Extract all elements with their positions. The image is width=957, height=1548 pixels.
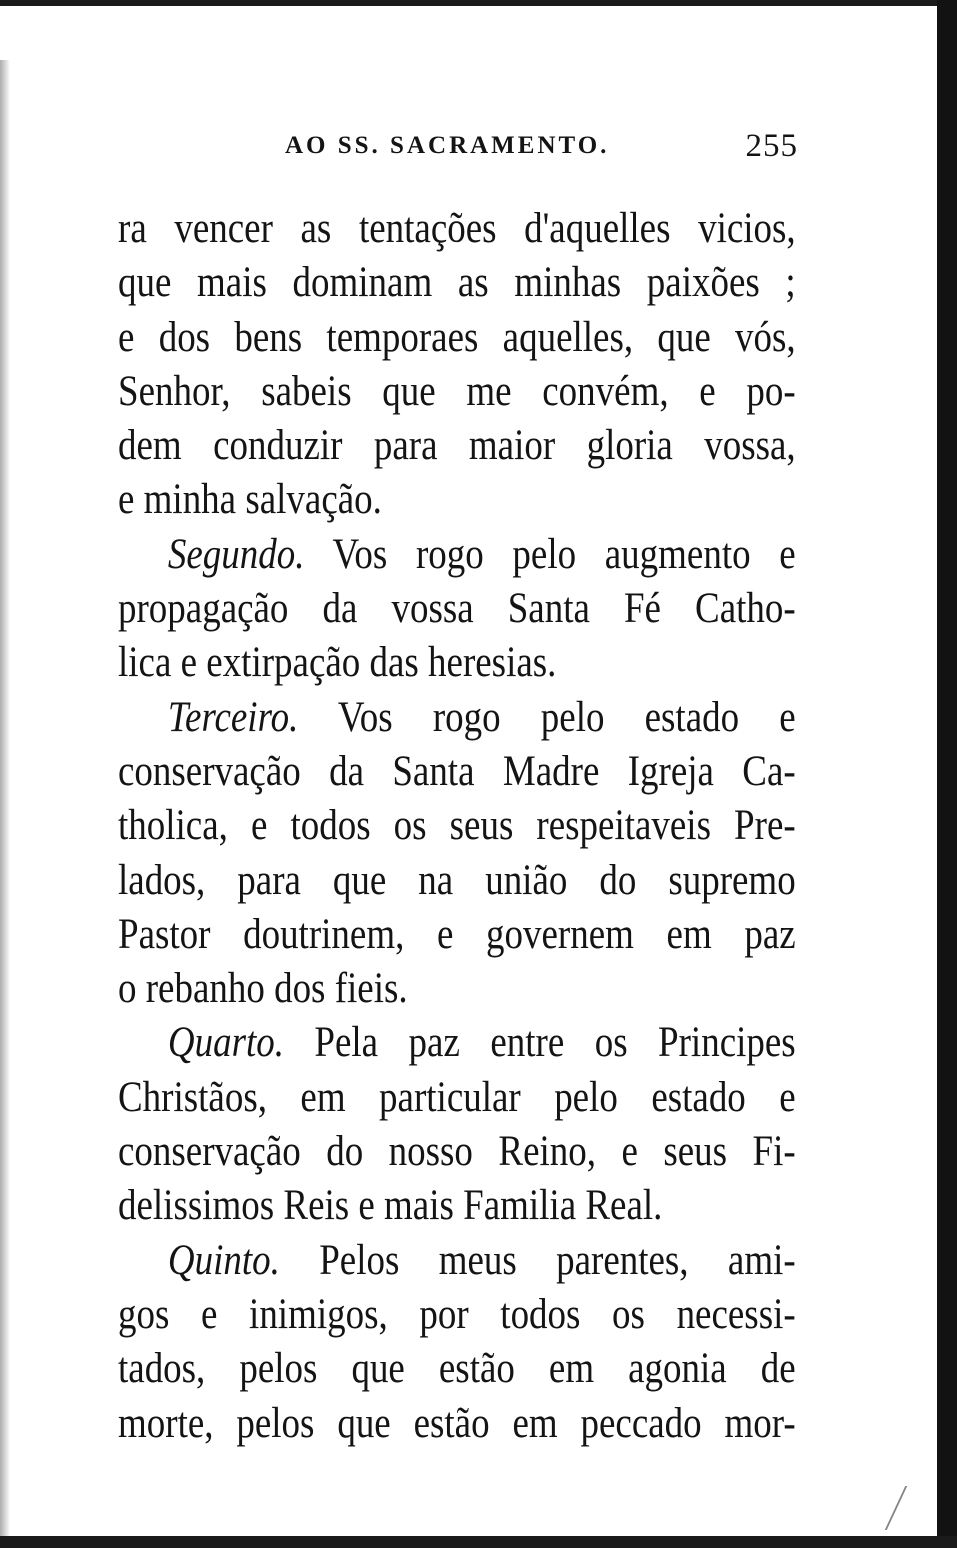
text-line: e dos bens temporaes aquelles, que vós, <box>118 313 796 361</box>
text-line: conservação do nosso Reino, e seus Fi- <box>118 1128 796 1176</box>
page-header <box>120 128 798 168</box>
page-edge-bottom <box>0 1536 957 1548</box>
text-line: conservação da Santa Madre Igreja Ca- <box>118 747 796 795</box>
text-line: tados, pelos que estão em agonia de <box>118 1345 796 1393</box>
heading-quinto: Quinto. <box>167 1236 280 1284</box>
body-text <box>118 202 796 1451</box>
page-corner-mark <box>885 1486 942 1530</box>
text-line: Vos rogo pelo estado e <box>337 693 796 741</box>
text-line: que mais dominam as minhas paixões ; <box>118 259 796 307</box>
text-line: e minha salvação. <box>118 476 382 524</box>
text-line: Pela paz entre os Principes <box>314 1019 796 1067</box>
text-line: lica e extirpação das heresias. <box>118 639 557 687</box>
text-line: ra vencer as tentações d'aquelles vicios, <box>118 205 796 252</box>
paragraph-segundo <box>118 528 796 582</box>
text-line: Senhor, sabeis que me convém, e po- <box>118 367 796 415</box>
heading-terceiro: Terceiro. <box>167 693 299 741</box>
running-title: AO SS. SACRAMENTO. <box>285 132 610 159</box>
text-line: Pelos meus parentes, ami- <box>319 1236 796 1284</box>
text-line: propagação da vossa Santa Fé Catho- <box>118 585 796 633</box>
text-line: dem conduzir para maior gloria vossa, <box>118 422 796 470</box>
heading-segundo: Segundo. <box>167 530 305 578</box>
page-number: 255 <box>745 128 798 164</box>
text-line: delissimos Reis e mais Familia Real. <box>118 1182 663 1230</box>
text-line: gos e inimigos, por todos os necessi- <box>118 1290 796 1338</box>
paragraph-quinto <box>118 1234 796 1288</box>
page-edge-top <box>0 0 957 6</box>
paragraph-quarto <box>118 1016 796 1070</box>
text-line: lados, para que na união do supremo <box>118 856 796 904</box>
text-line: tholica, e todos os seus respeitaveis Pre- <box>118 802 796 850</box>
page-edge-left <box>0 60 10 1548</box>
text-line: Pastor doutrinem, e governem em paz <box>118 910 796 958</box>
heading-quarto: Quarto. <box>167 1019 284 1067</box>
page-edge-right <box>937 0 957 1548</box>
text-line: Vos rogo pelo augmento e <box>332 530 796 578</box>
text-line: morte, pelos que estão em peccado mor- <box>118 1399 796 1447</box>
text-line: o rebanho dos fieis. <box>118 965 408 1013</box>
text-line: Christãos, em particular pelo estado e <box>118 1073 796 1121</box>
paragraph-terceiro <box>118 691 796 745</box>
